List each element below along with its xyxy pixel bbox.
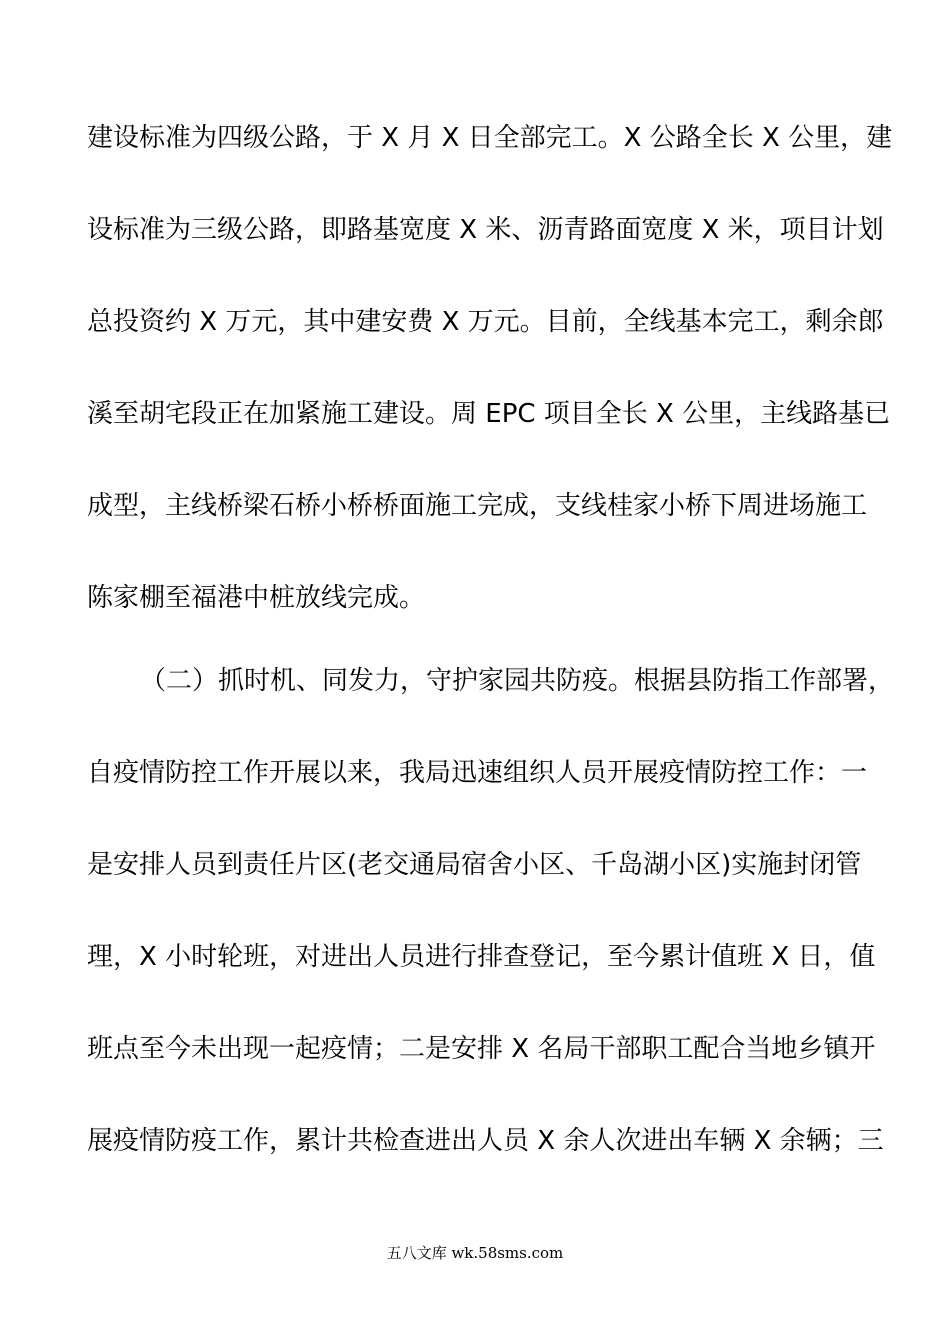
text-line-8: 自疫情防控工作开展以来，我局迅速组织人员开展疫情防控工作：一 (87, 758, 868, 788)
text-line-3: 总投资约 X 万元，其中建安费 X 万元。目前，全线基本完工，剩余郎 (87, 307, 884, 337)
text-line-6: 陈家棚至福港中桩放线完成。 (87, 583, 426, 613)
text-line-2: 设标准为三级公路，即路基宽度 X 米、沥青路面宽度 X 米，项目计划 (87, 215, 884, 245)
footer-watermark: 五八文库 wk.58sms.com (386, 1244, 564, 1262)
text-line-12: 展疫情防疫工作，累计共检查进出人员 X 余人次进出车辆 X 余辆；三 (87, 1126, 884, 1156)
text-line-5: 成型，主线桥梁石桥小桥桥面施工完成，支线桂家小桥下周进场施工 (87, 491, 868, 521)
section-heading-line: （二）抓时机、同发力，守护家园共防疫。根据县防指工作部署， (140, 666, 895, 696)
text-line-10: 理，X 小时轮班，对进出人员进行排查登记，至今累计值班 X 日，值 (87, 942, 876, 972)
text-line-1: 建设标准为四级公路，于 X 月 X 日全部完工。X 公路全长 X 公里，建 (87, 123, 893, 153)
text-line-9: 是安排人员到责任片区(老交通局宿舍小区、千岛湖小区)实施封闭管 (87, 850, 862, 880)
text-line-11: 班点至今未出现一起疫情；二是安排 X 名局干部职工配合当地乡镇开 (87, 1034, 876, 1064)
text-line-4: 溪至胡宅段正在加紧施工建设。周 EPC 项目全长 X 公里，主线路基已 (87, 399, 891, 429)
